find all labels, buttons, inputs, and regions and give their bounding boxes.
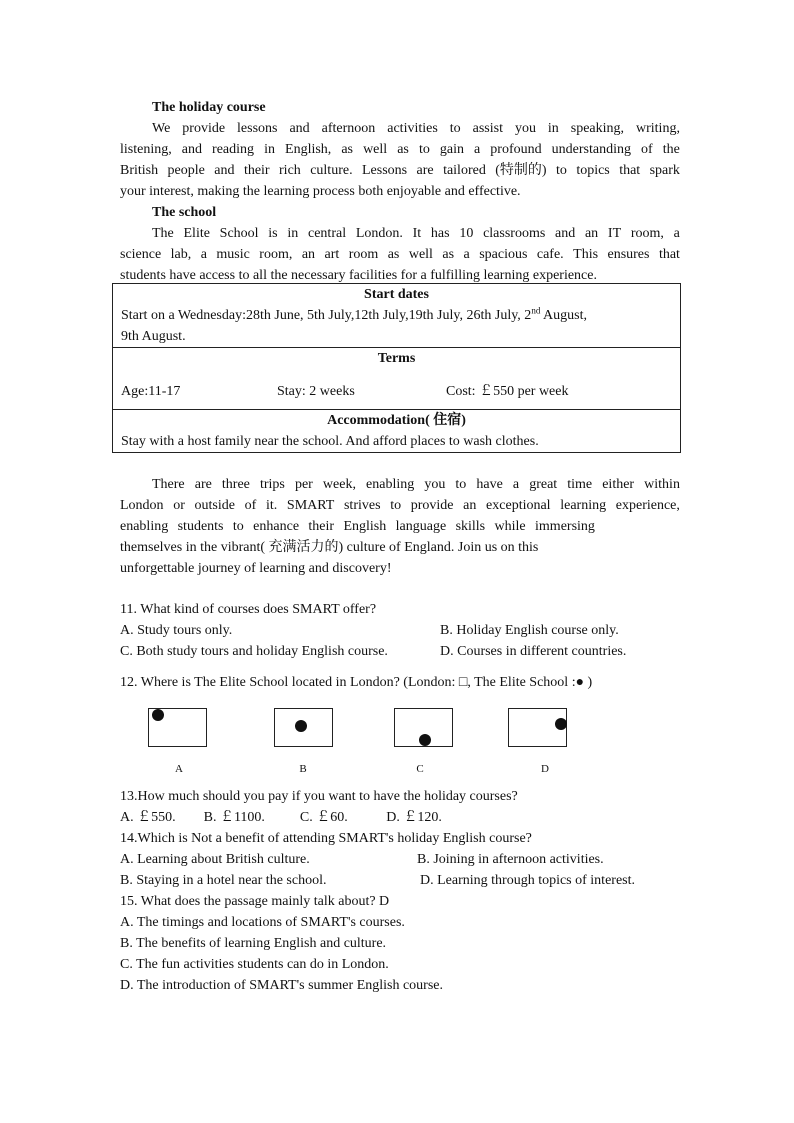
q15-question: 15. What does the passage mainly talk about? D xyxy=(120,894,390,909)
trips-passage xyxy=(120,474,680,579)
questions-13-15 xyxy=(120,786,680,996)
q14-options-row-1 xyxy=(120,849,680,870)
q14-option-b: B. Joining in afternoon activities. xyxy=(417,852,604,867)
q12-figures xyxy=(140,700,600,782)
terms-cost: Cost: ￡550 per week xyxy=(446,384,569,399)
q15-option-a: A. The timings and locations of SMART's courses. xyxy=(120,915,405,930)
q15-option-b: B. The benefits of learning English and culture. xyxy=(120,936,387,951)
q13-options: A. ￡550. B. ￡1100. C. ￡60. D. ￡120. xyxy=(120,810,442,825)
q14-options-row-2 xyxy=(120,870,680,891)
q11-option-b: B. Holiday English course only. xyxy=(440,623,619,638)
passage-line-2: London or outside of it. SMART strives to provide an exceptional learning experience, xyxy=(120,498,680,513)
accommodation-text: Stay with a host family near the school. And afford places to wash clothes. xyxy=(121,434,539,449)
q11-option-c: C. Both study tours and holiday English course. xyxy=(120,644,388,659)
terms-stay: Stay: 2 weeks xyxy=(277,384,355,399)
q11-question: 11. What kind of courses does SMART offer? xyxy=(120,602,377,617)
passage-line-3 xyxy=(120,516,595,537)
q14-question: 14.Which is Not a benefit of attending SMART's holiday English course? xyxy=(120,831,532,846)
school-dot-icon xyxy=(555,718,567,730)
terms-cell xyxy=(113,348,681,410)
start-dates-superscript: nd xyxy=(531,305,541,316)
school-line-3: students have access to all the necessary facilities for a fulfilling learning experience. xyxy=(120,268,597,283)
passage-line-5: unforgettable journey of learning and discovery! xyxy=(120,561,392,576)
holiday-line-4: your interest, making the learning process both enjoyable and effective. xyxy=(120,184,521,199)
q12-label-c: C xyxy=(416,763,424,775)
terms-age: Age:11-17 xyxy=(121,384,181,399)
start-dates-text: Start on a Wednesday:28th June, 5th July,12th July,19th July, 26th July, 2 xyxy=(121,308,532,323)
school-dot-icon xyxy=(419,734,431,746)
start-dates-cell xyxy=(113,284,681,348)
q12-label-b: B xyxy=(299,763,307,775)
passage-line-3-text: enabling students to enhance their English language skills while immersing xyxy=(120,519,595,534)
q13-question: 13.How much should you pay if you want to have the holiday courses? xyxy=(120,789,518,804)
start-dates-header: Start dates xyxy=(364,287,429,302)
school-line-2: science lab, a music room, an art room as well as a spacious cafe. This ensures that xyxy=(120,247,680,262)
terms-header: Terms xyxy=(377,351,416,366)
school-dot-icon xyxy=(295,720,307,732)
q12-question: 12. Where is The Elite School located in London? (London: □, The Elite School :● ) xyxy=(120,675,593,690)
q15-option-d: D. The introduction of SMART's summer English course. xyxy=(120,978,444,993)
intro-section xyxy=(120,97,680,286)
start-dates-line-1 xyxy=(121,305,672,326)
questions-11-12 xyxy=(120,599,680,693)
holiday-course-heading: The holiday course xyxy=(152,100,266,115)
accommodation-header: Accommodation( 住宿) xyxy=(327,413,466,428)
q14-option-c: B. Staying in a hotel near the school. xyxy=(120,873,327,888)
school-line-1: The Elite School is in central London. It has 10 classrooms and an IT room, a xyxy=(152,226,680,241)
q11-options-row-2 xyxy=(120,641,680,662)
school-heading: The school xyxy=(152,205,217,220)
q15-option-c: C. The fun activities students can do in London. xyxy=(120,957,389,972)
accommodation-cell xyxy=(113,410,681,453)
passage-line-1: There are three trips per week, enabling you to have a great time either within xyxy=(152,477,680,492)
q12-label-d: D xyxy=(541,763,549,775)
q11-option-d: D. Courses in different countries. xyxy=(440,644,627,659)
q11-options-row-1 xyxy=(120,620,680,641)
start-dates-line-2: 9th August. xyxy=(121,329,186,344)
holiday-line-2: listening, and reading in English, as well as to gain a profound understanding of the xyxy=(120,142,680,157)
q14-option-d: D. Learning through topics of interest. xyxy=(420,873,636,888)
start-dates-text-end: August, xyxy=(540,308,587,323)
school-dot-icon xyxy=(152,709,164,721)
holiday-line-1: We provide lessons and afternoon activities to assist you in speaking, writing, xyxy=(152,121,680,136)
q14-option-a: A. Learning about British culture. xyxy=(120,852,310,867)
q12-label-a: A xyxy=(175,763,183,775)
passage-line-4: themselves in the vibrant( 充满活力的) culture of England. Join us on this xyxy=(120,540,539,555)
terms-row xyxy=(121,369,672,409)
course-info-table xyxy=(112,283,681,453)
holiday-line-3: British people and their rich culture. Lessons are tailored (特制的) to topics that spark xyxy=(120,163,680,178)
q11-option-a: A. Study tours only. xyxy=(120,623,233,638)
